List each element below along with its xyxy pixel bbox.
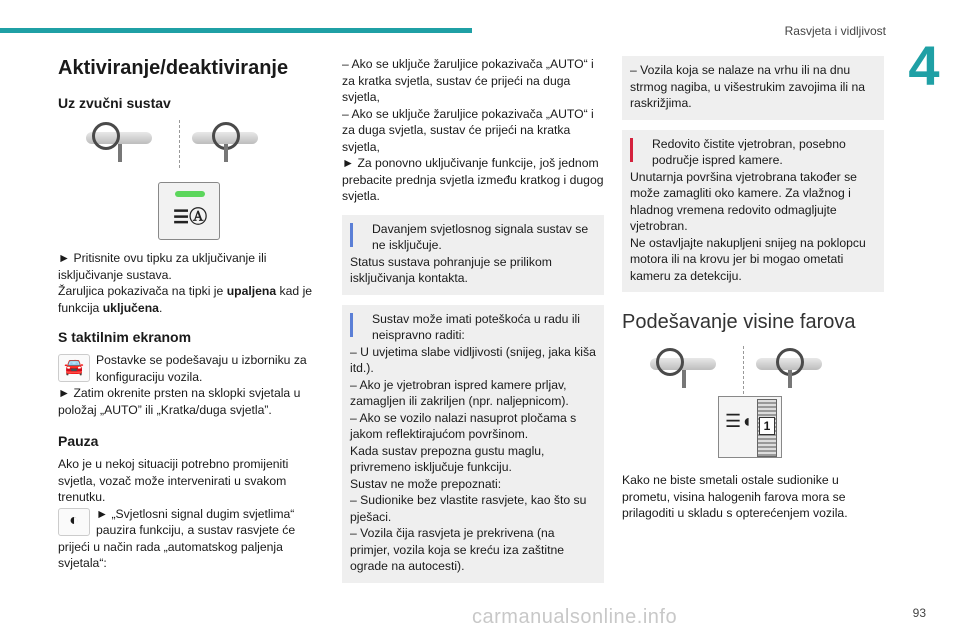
steering-wheels-illustration (58, 118, 320, 174)
watermark: carmanualsonline.info (472, 606, 678, 628)
heading-touch-screen: S taktilnim ekranom (58, 329, 192, 345)
column-3 (622, 56, 884, 522)
steering-wheel-icon (192, 122, 258, 156)
info-icon (350, 223, 353, 247)
info-note: Sustav može imati poteškoća u radu ili neispravno raditi: – U uvjetima slabe vidljivosti (snijeg, jaka kiša itd.). – Ako je vjetrobran ispred kamere prljav, zamagljen ili zakriljen (npr. naljepnicom). – Ako se vozilo nalazi nasuprot pločama s jakom reflektirajućom površinom. Kada sustav prepozna gustu maglu, privremeno isključuje funkciju. Sustav ne može prepoznati: – Sudionike bez vlastite rasvjete, kao što su pješaci. – Vozila čija rasvjeta je prekrivena (na primjer, vozila koja se kreću iza zaštitne ograde na autocesti). (342, 305, 604, 583)
paragraph: Kako ne biste smetali ostale sudionike u prometu, visina halogenih farova mora se prilagoditi u skladu s opterećenjem vozila. (622, 473, 848, 520)
paragraph: ► Za ponovno uključivanje funkcije, još jednom prebacite prednja svjetla između kratkog i dugog svjetla. (342, 156, 604, 203)
column-1 (58, 56, 320, 572)
steering-wheel-icon (650, 348, 716, 382)
auto-high-beam-button (158, 182, 220, 240)
heading-activation: Aktiviranje/deaktiviranje (58, 57, 289, 79)
paragraph: Žaruljica pokazivača na tipki je upaljena kad je funkcija uključena. (58, 284, 313, 315)
steering-wheel-icon (86, 122, 152, 156)
info-note: Davanjem svjetlosnog signala sustav se ne isključuje. Status sustava pohranjuje se prilikom isključivanja kontakta. (342, 215, 604, 295)
steering-wheel-icon (756, 348, 822, 382)
paragraph: ► Pritisnite ovu tipku za uključivanje ili isključivanje sustava. (58, 251, 267, 282)
headlamp-range-icon: ☰◖ (725, 411, 753, 431)
column-2 (342, 56, 604, 593)
headlamp-flash-icon: ◐ (58, 508, 90, 536)
paragraph: Ako je u nekoj situaciji potrebno promijeniti svjetla, vozač može intervenirati u svakom trenutku. (58, 457, 289, 504)
auto-high-beam-icon: ☰Ⓐ (173, 207, 208, 227)
indicator-lamp (175, 191, 205, 197)
car-settings-icon: 🚘 (58, 354, 90, 382)
heading-pause: Pauza (58, 433, 99, 449)
paragraph: ► Zatim okrenite prsten na sklopki svjetala u položaj „AUTO” ili „Kratka/duga svjetla”. (58, 386, 301, 417)
header-title: Rasvjeta i vidljivost (784, 24, 886, 38)
heading-headlamp-range: Podešavanje visine farova (622, 311, 856, 333)
paragraph: ► „Svjetlosni signal dugim svjetlima“ pauzira funkciju, a sustav rasvjete će prijeći u način rada „automatskog paljenja svjetala“: (58, 506, 296, 570)
warning-icon (630, 138, 633, 162)
range-digit: 1 (759, 417, 775, 435)
chapter-number: 4 (908, 34, 940, 97)
info-icon (350, 313, 353, 337)
steering-wheels-illustration (622, 344, 884, 388)
heading-sound-system: Uz zvučni sustav (58, 95, 171, 111)
warning-note: Redovito čistite vjetrobran, posebno područje ispred kamere. Unutarnja površina vjetrobrana također se može zamagliti oko kamere. Za vlažnog i hladnog vremena redovito odmagljujte vjetrobran. Ne ostavljajte nakupljeni snijeg na poklopcu motora ili na krovu jer bi mogao ometati kameru za detekciju. (622, 130, 884, 293)
paragraph: Postavke se podešavaju u izborniku za konfiguraciju vozila. (96, 353, 307, 384)
note-continued: – Vozila koja se nalaze na vrhu ili na dnu strmog nagiba, u višestrukim zavojima ili na raskrižjima. (622, 56, 884, 120)
header-accent-bar (0, 28, 472, 33)
headlamp-range-control (718, 396, 782, 458)
page-number: 93 (912, 606, 926, 620)
paragraph: – Ako se uključe žaruljice pokazivača „AUTO“ i za duga svjetla, sustav će prijeći na kratka svjetla, (342, 106, 594, 154)
paragraph: – Ako se uključe žaruljice pokazivača „AUTO“ i za kratka svjetla, sustav će prijeći na duga svjetla, (342, 57, 594, 104)
